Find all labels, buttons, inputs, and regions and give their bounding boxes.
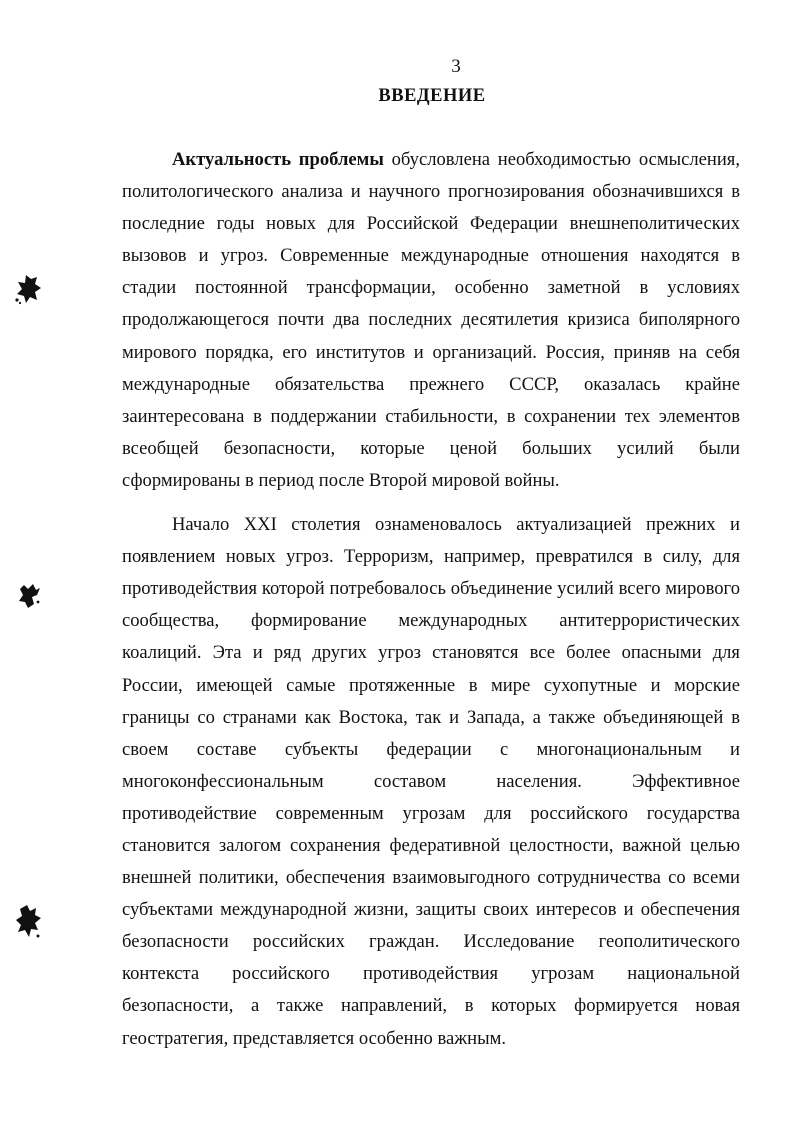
paragraph-relevance [122, 144, 740, 497]
paragraph-threats [122, 509, 740, 1055]
punch-hole-mark-icon [14, 272, 44, 306]
paragraph-lead: Актуальность проблемы [172, 149, 384, 170]
paragraph-text: Начало XXI столетия ознаменовалось актуализацией прежних и появлением новых угроз. Терроризм, например, превратился в силу, для противодействия которой потребовалось объединение усилий всего мирового сообщества, формирование международных антитеррористических коалиций. Эта и ряд других угроз становятся все более опасными для России, имеющей самые протяженные в мире сухопутные и морские границы со странами как Востока, так и Запада, а также объединяющей в своем составе субъекты федерации с многонациональным и многоконфессиональным составом населения. Эффективное противодействие современным угрозам для российского государства становится залогом сохранения федеративной целостности, важной целью внешней политики, обеспечения взаимовыгодного сотрудничества со всеми субъектами международной жизни, защиты своих интересов и обеспечения безопасности российских граждан. Исследование геополитического контекста российского противодействия угрозам национальной безопасности, а также направлений, в которых формируется новая геостратегия, представляется особенно важным. [122, 514, 740, 1049]
body-text [122, 144, 740, 1055]
section-heading: ВВЕДЕНИЕ [378, 86, 486, 106]
punch-hole-mark-icon [14, 902, 44, 942]
paragraph-text: обусловлена необходимостью осмысления, политологического анализа и научного прогнозирования обозначившихся в последние годы новых для Российской Федерации внешнеполитических вызовов и угроз. Современные международные отношения находятся в стадии постоянной трансформации, особенно заметной в условиях продолжающегося почти два последних десятилетия кризиса биполярного мирового порядка, его институтов и организаций. Россия, приняв на себя международные обязательства прежнего СССР, оказалась крайне заинтересована в поддержании стабильности, в сохранении тех элементов всеобщей безопасности, которые ценой больших усилий были сформированы в период после Второй мировой войны. [122, 149, 740, 491]
page-number: 3 [451, 56, 461, 77]
punch-hole-mark-icon [14, 580, 44, 614]
